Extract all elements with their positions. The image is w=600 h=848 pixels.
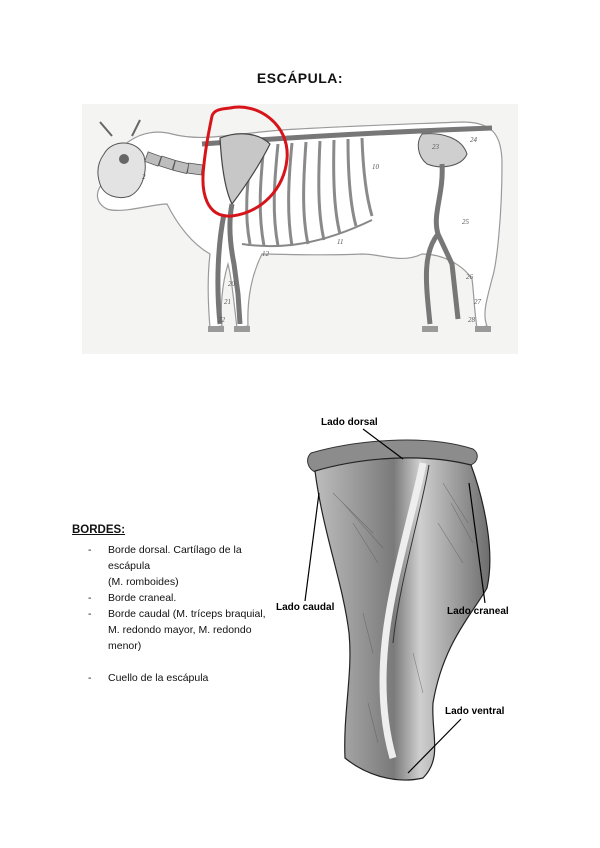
bordes-list [72,542,272,686]
label-10: 10 [372,163,379,171]
label-24: 24 [470,136,477,144]
label-lado-craneal: Lado craneal [447,606,509,617]
horns [100,120,140,136]
list-item [72,606,272,654]
list-item-text: - Borde caudal (M. tríceps braquial, M. redondo mayor, M. redondo menor) [108,608,266,652]
hooves [208,326,491,332]
list-item [72,590,272,606]
eye-socket [119,154,129,164]
label-12: 12 [262,250,269,258]
label-26: 26 [466,273,473,281]
label-lado-ventral: Lado ventral [445,706,505,717]
list-item [72,670,272,686]
label-20: 20 [228,280,235,288]
label-23: 23 [432,143,439,151]
scapula-drawing [273,413,526,795]
label-27: 27 [474,298,481,306]
cow-skeleton-drawing [82,104,518,354]
label-lado-caudal: Lado caudal [276,602,335,613]
label-lado-dorsal: Lado dorsal [321,417,378,428]
label-28: 28 [468,316,475,324]
page-title: ESCÁPULA: [256,70,344,86]
list-item-text: - Borde craneal. [108,592,177,604]
label-11: 11 [337,238,344,246]
list-item-text: - Borde dorsal. Cartílago de la escápula [108,544,242,572]
label-22: 22 [218,316,225,324]
scapula-blade [315,458,490,780]
label-21: 21 [224,298,231,306]
skull [98,143,145,198]
label-25: 25 [462,218,469,226]
label-2: 2 [142,173,146,181]
list-item-subtext: (M. romboides) [108,576,179,588]
bordes-section [72,522,272,686]
scapula-figure [273,413,526,795]
bordes-heading: BORDES: [72,524,126,536]
cow-skeleton-figure [82,104,518,354]
list-item-text: - Cuello de la escápula [108,672,209,684]
pointer-line-caudal [305,493,319,601]
list-item [72,542,272,590]
